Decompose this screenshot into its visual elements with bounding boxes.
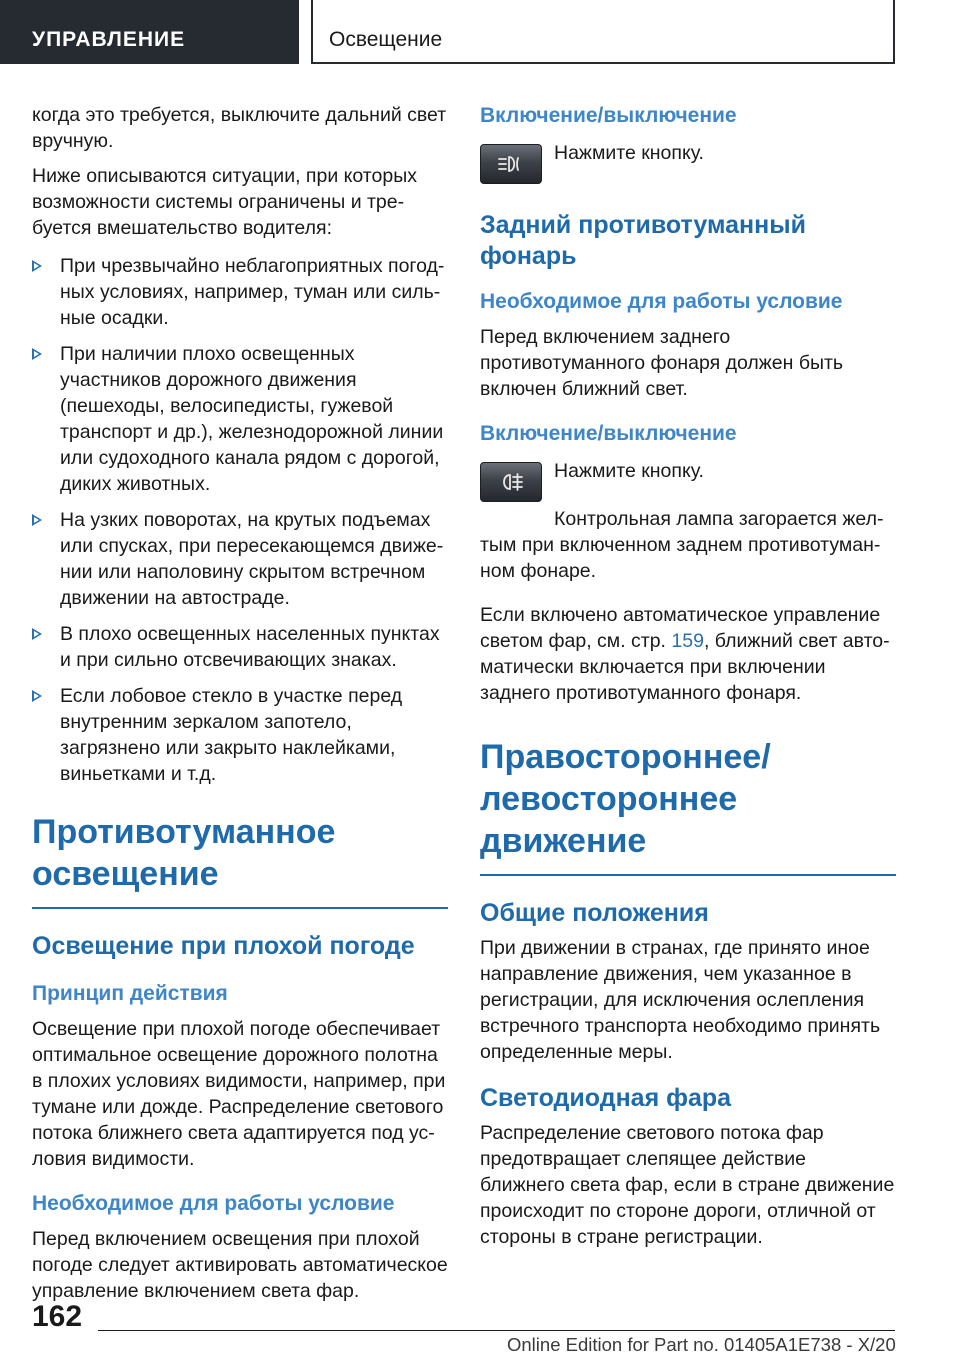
chapter-title: Освещение [311, 0, 895, 64]
footer-divider [98, 1330, 895, 1331]
right-column [480, 102, 896, 1259]
general-paragraph: При движении в странах, где принято иное направление движения, чем указанное в регистрации, для исключения ослепления встречного транспорта необходимо принять определенные меры. [480, 937, 881, 1063]
page-number: 162 [32, 1300, 83, 1333]
front-fog-light-button-icon [480, 144, 542, 184]
bullet-triangle-icon [32, 348, 42, 360]
bullet-triangle-icon [32, 690, 42, 702]
list-item: При наличии плохо освещенных участников дорожного движения (пешеходы, велосипедисты, гужевой транспорт и др.), железнодорожной линии или судоходного канала рядом с дорогой, диких животных. [32, 341, 448, 497]
heading-traffic-side: Правостороннее/ левостороннее движение [480, 736, 896, 876]
heading-condition: Необходимое для работы условие [32, 1192, 395, 1215]
list-item: В плохо освещенных населенных пунктах и при сильно отсвечивающих знаках. [32, 621, 448, 673]
led-paragraph: Распределение светового потока фар предотвращает слепящее действие ближнего света фар, если в стране движение происходит по стороне дороги, отличной от стороны в стране регистрации. [480, 1122, 895, 1248]
auto-headlight-paragraph: Если включено автоматическое управление светом фар, см. стр. 159, ближний свет автоматически включается при включении заднего противотуманного фонаря. [480, 604, 890, 704]
bullet-triangle-icon [32, 260, 42, 272]
bullet-triangle-icon [32, 628, 42, 640]
heading-bad-weather-light: Освещение при плохой погоде [32, 932, 415, 960]
rear-fog-button-row [480, 458, 896, 506]
heading-general: Общие положения [480, 899, 709, 927]
intro-paragraph-2: Ниже описываются ситуации, при которых возможности системы ограничены и требуется вмешательство водителя: [32, 165, 417, 239]
limitations-list [32, 253, 448, 787]
press-button-text-2: Нажмите кнопку. [554, 460, 704, 482]
principle-paragraph: Освещение при плохой погоде обеспечивает оптимальное освещение дорожного полотна в плохих условиях видимости, например, при тумане или дожде. Распределение светового потока ближнего света адаптируется под условия видимости. [32, 1018, 446, 1170]
condition-paragraph: Перед включением освещения при плохой погоде следует активировать автоматическое управление включением света фар. [32, 1228, 448, 1302]
heading-on-off-1: Включение/выключение [480, 104, 737, 127]
heading-fog-lighting: Противотуманное освещение [32, 811, 448, 909]
heading-rear-fog-light: Задний противотуманный фонарь [480, 211, 806, 270]
front-fog-button-row [480, 140, 896, 188]
section-tab: УПРАВЛЕНИЕ [0, 0, 299, 64]
heading-condition-2: Необходимое для работы условие [480, 290, 843, 313]
left-column [32, 102, 448, 1313]
rear-fog-light-button-icon [480, 462, 542, 502]
condition-2-paragraph: Перед включением заднего противотуманного фонаря должен быть включен ближний свет. [480, 326, 844, 400]
heading-on-off-2: Включение/выключение [480, 422, 737, 445]
indicator-paragraph: Контрольная лампа загорается желтым при включенном заднем противотуманном фонаре. [480, 508, 884, 582]
footer-edition: Online Edition for Part no. 01405A1E738 - X/20 [507, 1334, 896, 1355]
press-button-text-1: Нажмите кнопку. [554, 142, 704, 164]
list-item: При чрезвычайно неблагоприятных погодных условиях, например, туман или сильные осадки. [32, 253, 448, 331]
list-item: На узких поворотах, на крутых подъемах или спусках, при пересекающемся движении или наполовину скрытом встречном движении на автостраде. [32, 507, 448, 611]
heading-led-headlight: Светодиодная фара [480, 1084, 732, 1112]
intro-paragraph-1: когда это требуется, выключите дальний свет вручную. [32, 104, 447, 152]
bullet-triangle-icon [32, 514, 42, 526]
list-item: Если лобовое стекло в участке перед внутренним зеркалом запотело, загрязнено или закрыто наклейками, виньетками и т.д. [32, 683, 448, 787]
page-link-159[interactable]: 159 [671, 630, 704, 652]
heading-principle: Принцип действия [32, 982, 228, 1005]
